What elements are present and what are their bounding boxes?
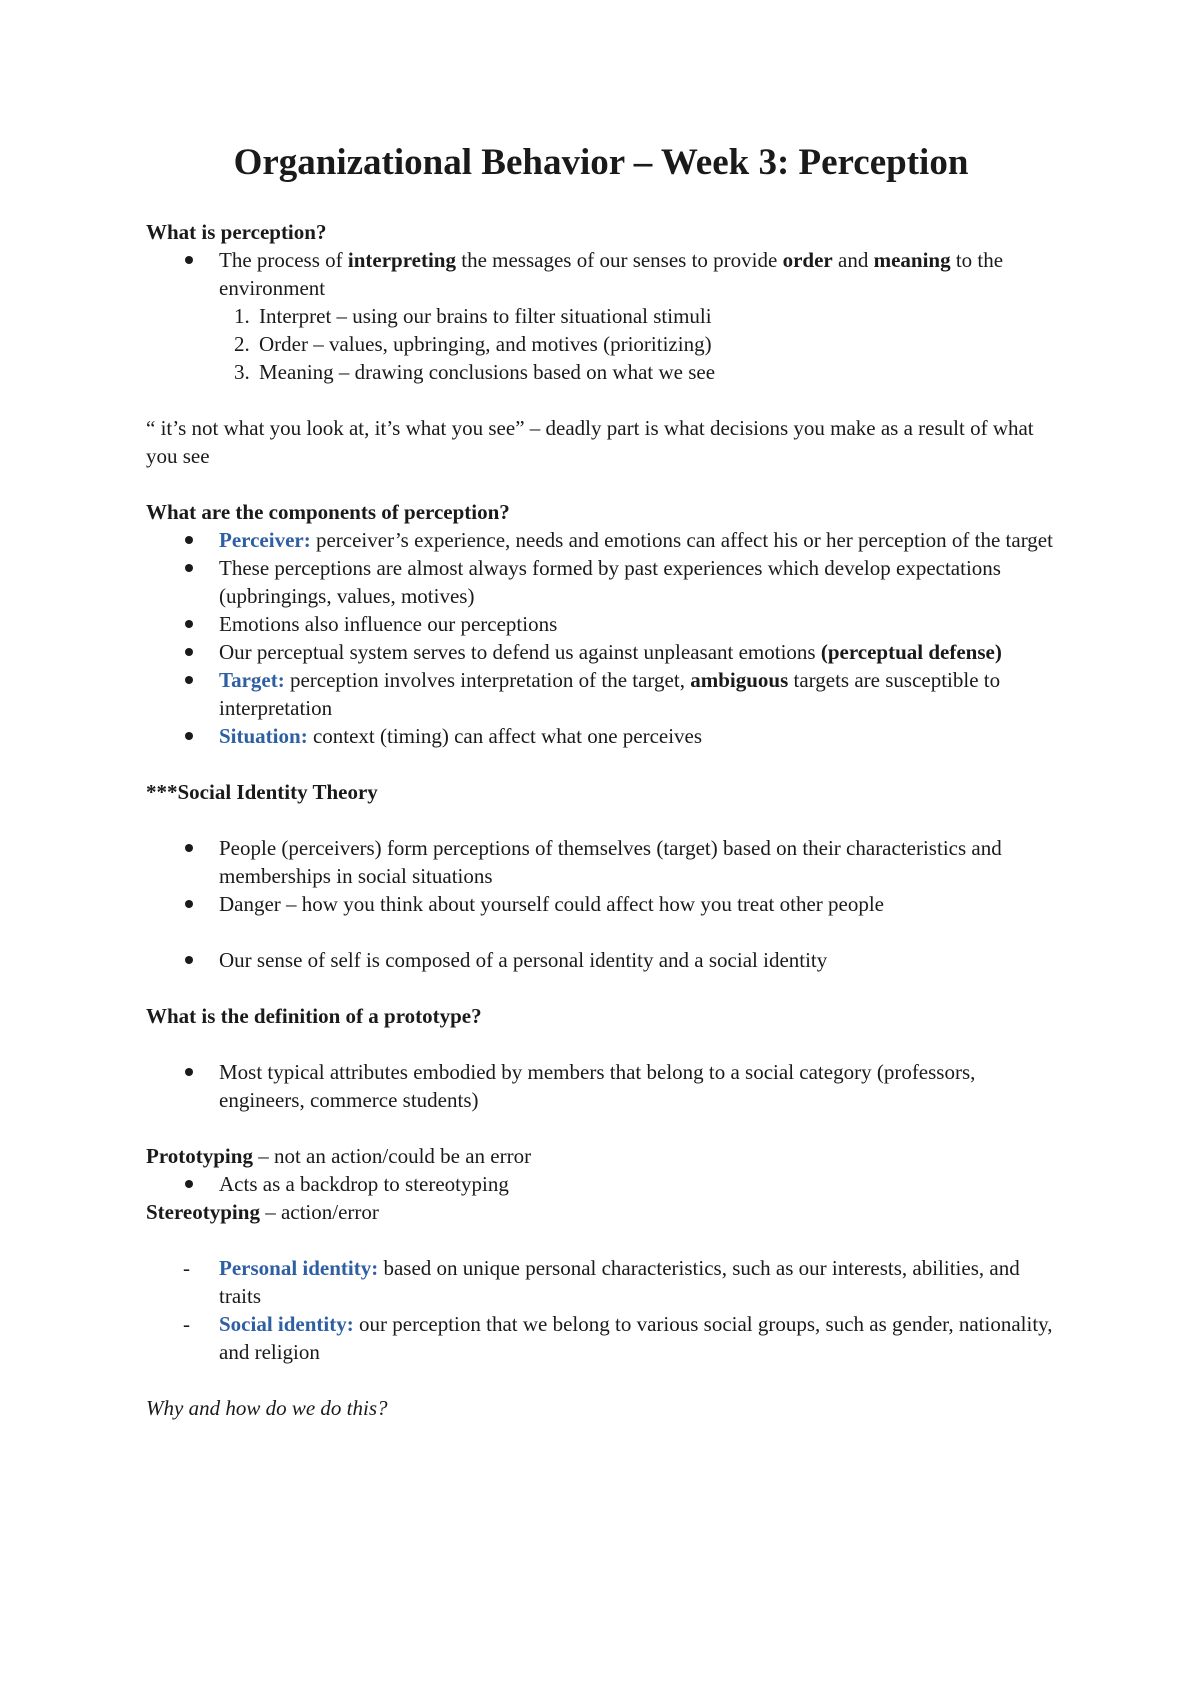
situation-label: Situation: [219,724,308,748]
perception-bullets [146,246,1056,302]
dash-personal-identity: - Personal identity: based on unique personal characteristics, such as our interests, abilities, and traits [219,1254,1056,1310]
bullet-definition: The process of interpreting the messages of our senses to provide order and meaning to the environment [219,246,1056,302]
list-item: Most typical attributes embodied by members that belong to a social category (professors, engineers, commerce students) [219,1058,1056,1114]
dash-social-identity: - Social identity: our perception that we belong to various social groups, such as gender, nationality, and religion [219,1310,1056,1366]
closing-question: Why and how do we do this? [146,1396,388,1420]
list-item: Acts as a backdrop to stereotyping [219,1170,1056,1198]
prototyping-line: Prototyping – not an action/could be an error [146,1144,532,1168]
list-item: These perceptions are almost always formed by past experiences which develop expectations (upbringings, values, motives) [219,554,1056,610]
bullet-perceiver: Perceiver: perceiver’s experience, needs and emotions can affect his or her perception of the target [219,526,1056,554]
bullet-perceptual-defense: Our perceptual system serves to defend us against unpleasant emotions (perceptual defense) [219,638,1056,666]
heading-social-identity-theory: ***Social Identity Theory [146,780,378,804]
social-identity-label: Social identity: [219,1312,354,1336]
heading-prototype: What is the definition of a prototype? [146,1004,482,1028]
list-item: 2. Order – values, upbringing, and motives (prioritizing) [255,330,1056,358]
bullet-situation: Situation: context (timing) can affect what one perceives [219,722,1056,750]
prototype-bullets [146,1058,1056,1114]
list-item: 1. Interpret – using our brains to filter situational stimuli [255,302,1056,330]
social-identity-bullets [146,834,1056,918]
heading-components: What are the components of perception? [146,500,510,524]
prototyping-bullets [146,1170,1056,1198]
list-item: Emotions also influence our perceptions [219,610,1056,638]
page-title: Organizational Behavior – Week 3: Perception [233,142,969,183]
perception-steps-list [146,302,1056,386]
list-item: People (perceivers) form perceptions of themselves (target) based on their characteristics and memberships in social situations [219,834,1056,890]
list-item: Our sense of self is composed of a personal identity and a social identity [219,946,1056,974]
list-item: Danger – how you think about yourself could affect how you treat other people [219,890,1056,918]
bullet-target: Target: perception involves interpretation of the target, ambiguous targets are susceptible to interpretation [219,666,1056,722]
social-identity-bullets-2 [146,946,1056,974]
components-bullets [146,526,1056,750]
identity-dash-list [146,1254,1056,1366]
document-body [146,140,1056,1422]
target-label: Target: [219,668,285,692]
heading-what-is-perception: What is perception? [146,220,327,244]
personal-identity-label: Personal identity: [219,1256,379,1280]
perceiver-label: Perceiver: [219,528,311,552]
stereotyping-line: Stereotyping – action/error [146,1200,379,1224]
list-item: 3. Meaning – drawing conclusions based on what we see [255,358,1056,386]
quote-paragraph: “ it’s not what you look at, it’s what you see” – deadly part is what decisions you make as a result of what you see [146,416,1034,468]
